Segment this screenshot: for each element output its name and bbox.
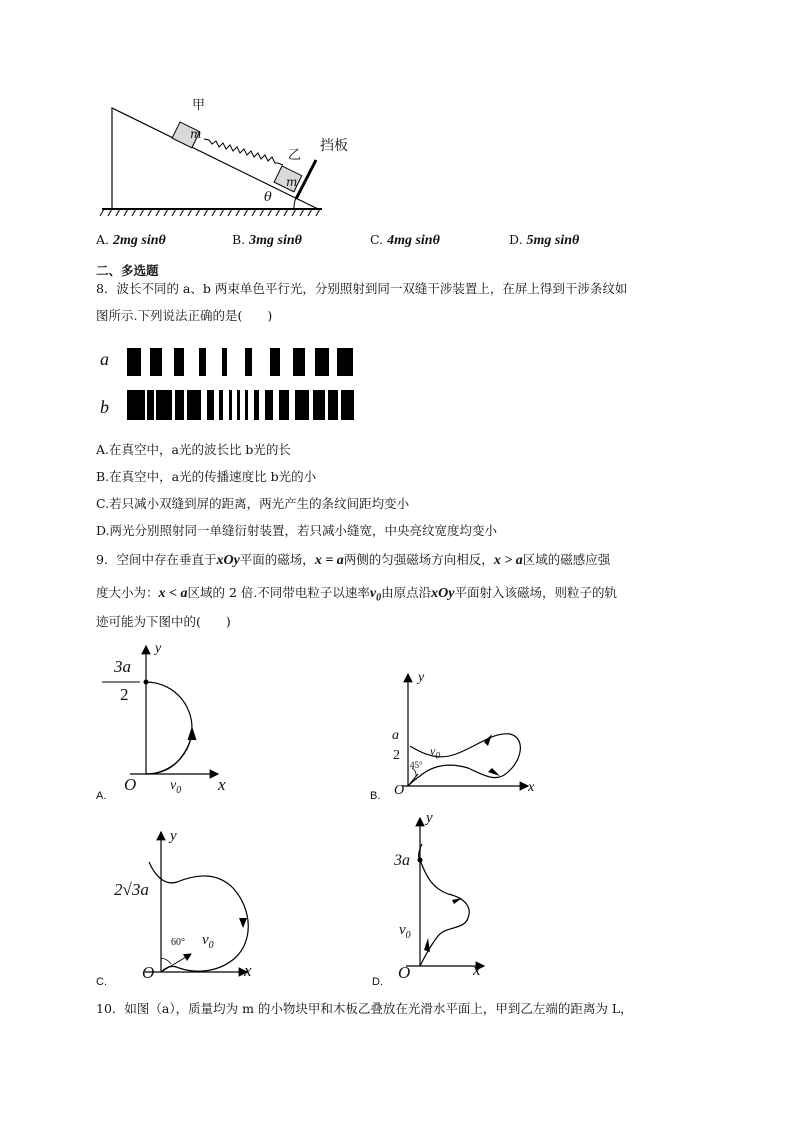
q9-math: xOy [216, 553, 240, 568]
q7-option-c-letter: C. [370, 232, 384, 247]
q9-b-angle: 45° [410, 760, 423, 770]
q9-text: 由原点沿 [381, 585, 432, 600]
q9-math: v [369, 586, 377, 601]
q9-text: 度大小为： [96, 585, 159, 600]
q9-stem-line1 [96, 552, 610, 569]
q8-stem-line1: 8．波长不同的 a、b 两束单色平行光，分别照射到同一双缝干涉装置上，在屏上得到干涉条纹如 [96, 281, 628, 296]
q9-text: 平面射入该磁场，则粒子的轨 [454, 585, 617, 600]
q9-figure-d[interactable] [396, 812, 496, 980]
q9-a-o: O [124, 775, 137, 794]
q9-a-ynum: 3a [114, 657, 131, 676]
q9-b-yden: 2 [393, 748, 400, 763]
q9-d-o: O [398, 963, 411, 982]
fringe-pattern-a [127, 348, 353, 376]
q8-option-a[interactable]: A.在真空中，a光的波长比 b光的长 [96, 442, 291, 457]
q9-a-v-sub: 0 [176, 784, 182, 796]
q9-text: 区域的磁感应强 [522, 552, 611, 567]
angle-theta-label: θ [264, 190, 272, 205]
q9-b-v-text: v [430, 744, 436, 758]
q9-text: 9．空间中存在垂直于 [96, 552, 217, 567]
q9-d-v-text: v [399, 922, 406, 938]
q9-b-v-sub: 0 [435, 750, 440, 761]
q9-figure-c[interactable] [135, 826, 275, 980]
q10-stem-line1: 10．如图（a），质量均为 m 的小物块甲和木板乙叠放在光滑水平面上，甲到乙左端的距离为 L， [96, 1001, 633, 1016]
q9-d-x: x [473, 960, 481, 979]
label-jia: 甲 [192, 98, 206, 113]
q9-math-sub: 0 [376, 592, 382, 604]
q9-a-x: x [218, 775, 226, 794]
q9-math: x > a [493, 553, 523, 568]
q9-c-x: x [244, 961, 252, 980]
q7-option-c[interactable] [370, 232, 440, 249]
q9-stem-line2 [96, 585, 617, 607]
q7-option-d[interactable] [509, 232, 579, 249]
q9-a-v [170, 778, 181, 796]
q8-stem-line2: 图所示.下列说法正确的是( ) [96, 308, 273, 323]
q9-math: xOy [431, 586, 455, 601]
q9-b-letter[interactable]: B. [370, 790, 381, 802]
q9-math: x = a [314, 553, 344, 568]
q8-option-c[interactable]: C.若只减小双缝到屏的距离，两光产生的条纹间距均变小 [96, 496, 410, 511]
q9-a-letter[interactable]: A. [96, 790, 107, 802]
label-baffle: 挡板 [320, 138, 348, 154]
q9-d-letter[interactable]: D. [372, 976, 383, 988]
q9-c-ylabel: 2√3a [114, 880, 149, 899]
pattern-label-a: a [100, 349, 109, 369]
q7-option-c-math: 4mg sinθ [387, 233, 440, 248]
q9-c-angle: 60° [171, 937, 185, 948]
q9-b-v [430, 744, 440, 760]
q9-b-o: O [394, 783, 405, 798]
q9-text: 平面的磁场， [239, 552, 315, 567]
q9-c-v-sub: 0 [208, 940, 214, 951]
q9-text: 两侧的匀强磁场方向相反， [343, 552, 494, 567]
section-title: 二、多选题 [96, 263, 159, 278]
q7-option-a[interactable] [96, 232, 166, 249]
q7-option-b-math: 3mg sinθ [249, 233, 302, 248]
q9-figure-b[interactable] [388, 668, 538, 798]
q9-a-yden: 2 [120, 685, 129, 704]
q8-option-b[interactable]: B.在真空中，a光的传播速度比 b光的小 [96, 469, 317, 484]
q8-option-d[interactable]: D.两光分别照射同一单缝衍射装置，若只减小缝宽，中央亮纹宽度均变小 [96, 523, 498, 538]
q7-option-d-math: 5mg sinθ [526, 233, 580, 248]
q9-c-v [202, 932, 214, 951]
q7-option-b[interactable] [232, 232, 302, 249]
q9-stem-line3: 迹可能为下图中的( ) [96, 614, 231, 629]
incline-figure [98, 92, 368, 220]
q9-math: x < a [158, 586, 188, 601]
q9-d-ylabel: 3a [394, 852, 410, 869]
q9-c-letter[interactable]: C. [96, 976, 107, 988]
q7-option-a-letter: A. [96, 232, 110, 247]
q9-a-y: y [155, 641, 162, 656]
q9-b-x: x [528, 780, 535, 795]
q9-d-y: y [426, 810, 433, 826]
q7-option-d-letter: D. [509, 232, 523, 247]
q9-b-ynum: a [392, 728, 399, 743]
q9-c-y: y [170, 828, 177, 844]
q9-b-y: y [418, 670, 425, 685]
label-yi: 乙 [288, 148, 302, 163]
fringe-pattern-b [127, 390, 354, 420]
q9-d-v [399, 922, 411, 941]
q9-d-v-sub: 0 [405, 930, 411, 941]
q9-a-v-text: v [170, 778, 177, 793]
pattern-label-b: b [100, 397, 109, 417]
q9-c-v-text: v [202, 932, 209, 948]
fringe-patterns [125, 346, 357, 422]
q9-text: 区域的 2 倍.不同带电粒子以速率 [187, 585, 370, 600]
mass-label-jia: m [190, 127, 202, 141]
mass-label-yi: m [286, 175, 298, 189]
q7-option-b-letter: B. [232, 232, 246, 247]
q7-option-a-math: 2mg sinθ [113, 233, 166, 248]
q9-c-o: O [142, 963, 155, 982]
